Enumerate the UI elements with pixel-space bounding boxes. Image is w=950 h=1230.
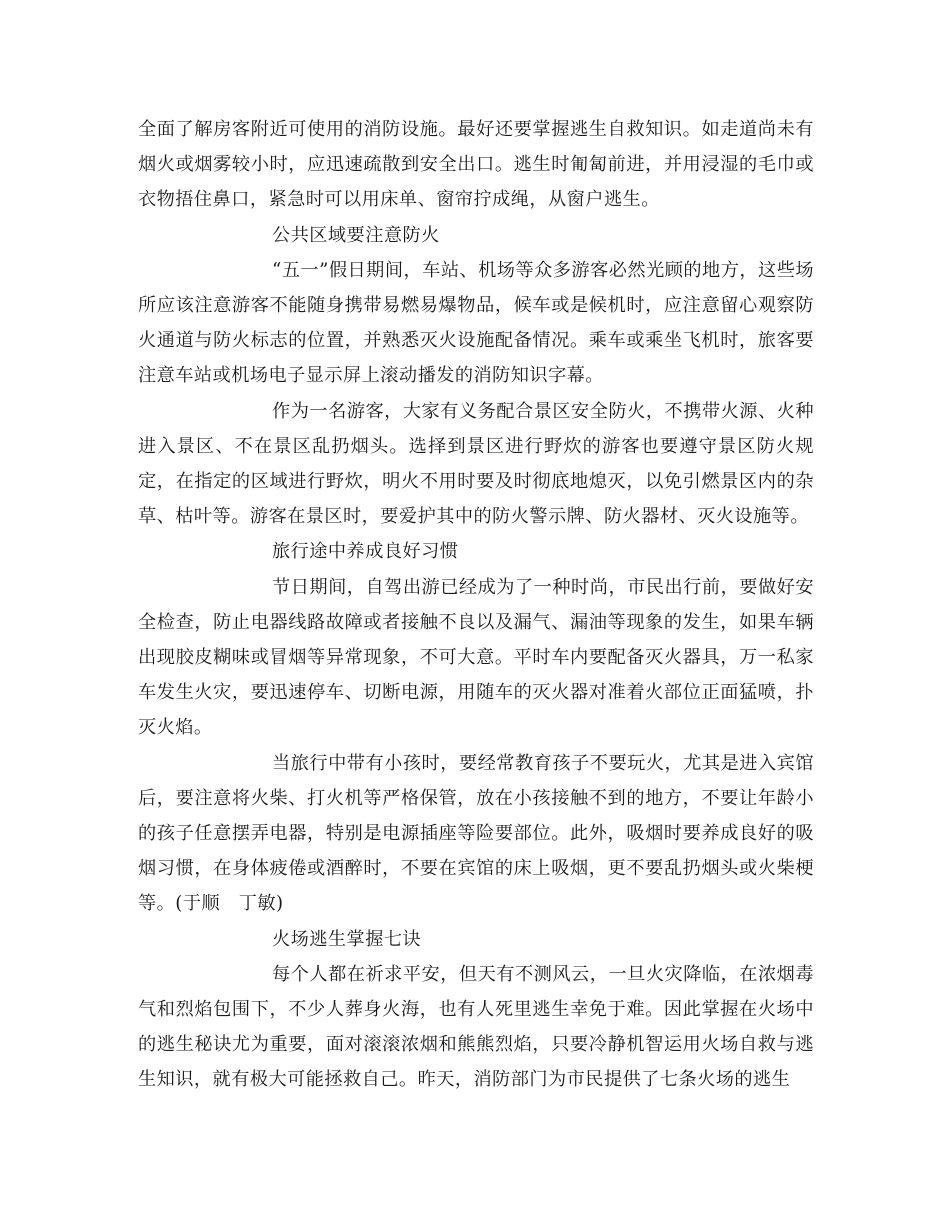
- section-heading: 公共区域要注意防火: [272, 224, 440, 246]
- section-heading: 旅行途中养成良好习惯: [272, 541, 459, 563]
- body-paragraph: 每个人都在祈求平安，但天有不测风云，一旦火灾降临，在浓烟毒气和烈焰包围下，不少人葬身火海，也有人死里逃生幸免于难。因此掌握在火场中的逃生秘诀尤为重要，面对滚滚浓烟和熊熊烈焰，只要冷静机智运用火场自救与逃生知识，就有极大可能拯救自己。昨天，消防部门为市民提供了七条火场的逃生: [138, 963, 814, 1091]
- body-paragraph: 节日期间，自驾出游已经成为了一种时尚，市民出行前，要做好安全检查，防止电器线路故障或者接触不良以及漏气、漏油等现象的发生，如果车辆出现胶皮糊味或冒烟等异常现象，不可大意。平时车内要配备灭火器具，万一私家车发生火灾，要迅速停车、切断电源，用随车的灭火器对准着火部位正面猛喷，扑灭火焰。: [138, 576, 814, 739]
- section-heading: 火场逃生掌握七诀: [272, 928, 422, 950]
- body-paragraph: 全面了解房客附近可使用的消防设施。最好还要掌握逃生自救知识。如走道尚未有烟火或烟雾较小时，应迅速疏散到安全出口。逃生时匍匐前进，并用浸湿的毛巾或衣物捂住鼻口，紧急时可以用床单、窗帘拧成绳，从窗户逃生。: [138, 119, 814, 211]
- body-paragraph: 作为一名游客，大家有义务配合景区安全防火，不携带火源、火种进入景区、不在景区乱扔烟头。选择到景区进行野炊的游客也要遵守景区防火规定，在指定的区域进行野炊，明火不用时要及时彻底地熄灭，以免引燃景区内的杂草、枯叶等。游客在景区时，要爱护其中的防火警示牌、防火器材、灭火设施等。: [138, 400, 814, 528]
- document-page: [138, 112, 814, 1098]
- body-paragraph: “五一”假日期间，车站、机场等众多游客必然光顾的地方，这些场所应该注意游客不能随身携带易燃易爆物品，候车或是候机时，应注意留心观察防火通道与防火标志的位置，并熟悉灭火设施配备情况。乘车或乘坐飞机时，旅客要注意车站或机场电子显示屏上滚动播发的消防知识字幕。: [138, 259, 814, 387]
- body-paragraph: 当旅行中带有小孩时，要经常教育孩子不要玩火，尤其是进入宾馆后，要注意将火柴、打火机等严格保管，放在小孩接触不到的地方，不要让年龄小的孩子任意摆弄电器，特别是电源插座等险要部位。此外，吸烟时要养成良好的吸烟习惯，在身体疲倦或酒醉时，不要在宾馆的床上吸烟，更不要乱扔烟头或火柴梗等。(于顺 丁敏): [138, 752, 814, 915]
